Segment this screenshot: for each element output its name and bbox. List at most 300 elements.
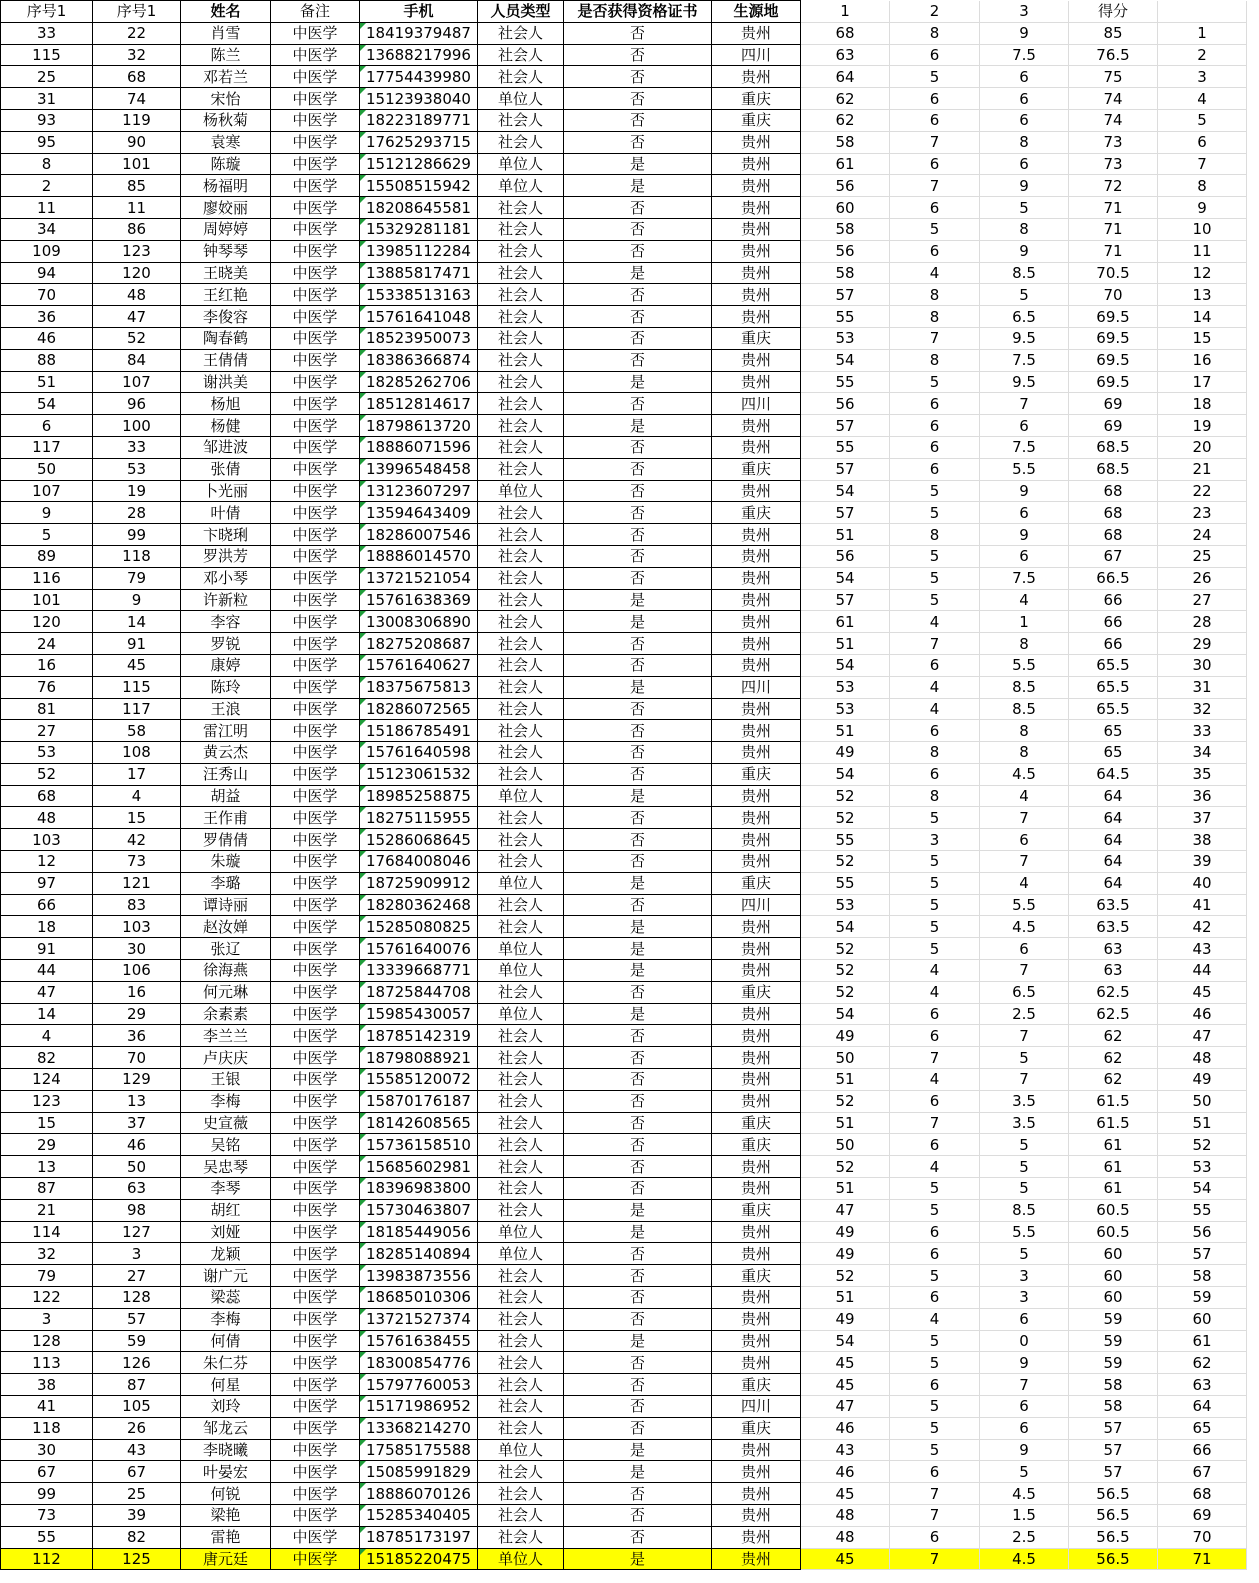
cell-rank[interactable]: 57	[1158, 1243, 1247, 1265]
cell-total-score[interactable]: 68	[1069, 502, 1158, 524]
cell-origin[interactable]: 贵州	[712, 1025, 801, 1047]
cell-score-1[interactable]: 47	[801, 1396, 890, 1418]
cell-seq1[interactable]: 115	[1, 44, 93, 66]
cell-origin[interactable]: 贵州	[712, 1548, 801, 1570]
cell-certificate[interactable]: 否	[564, 197, 712, 219]
cell-seq1[interactable]: 89	[1, 545, 93, 567]
cell-certificate[interactable]: 否	[564, 66, 712, 88]
cell-certificate[interactable]: 否	[564, 524, 712, 546]
cell-seq1[interactable]: 66	[1, 894, 93, 916]
cell-total-score[interactable]: 69.5	[1069, 349, 1158, 371]
cell-total-score[interactable]: 66	[1069, 633, 1158, 655]
cell-score-1[interactable]: 50	[801, 1134, 890, 1156]
cell-certificate[interactable]: 否	[564, 720, 712, 742]
cell-phone[interactable]: 18685010306	[360, 1287, 478, 1309]
cell-certificate[interactable]: 否	[564, 1178, 712, 1200]
cell-phone[interactable]: 15761640598	[360, 742, 478, 764]
cell-score-3[interactable]: 4.5	[980, 916, 1069, 938]
cell-total-score[interactable]: 56.5	[1069, 1483, 1158, 1505]
cell-rank[interactable]: 10	[1158, 218, 1247, 240]
cell-certificate[interactable]: 否	[564, 829, 712, 851]
cell-total-score[interactable]: 65.5	[1069, 654, 1158, 676]
cell-rank[interactable]: 64	[1158, 1396, 1247, 1418]
cell-score-1[interactable]: 51	[801, 633, 890, 655]
cell-rank[interactable]: 5	[1158, 109, 1247, 131]
cell-phone[interactable]: 18286072565	[360, 698, 478, 720]
cell-score-3[interactable]: 2.5	[980, 1526, 1069, 1548]
cell-rank[interactable]: 71	[1158, 1548, 1247, 1570]
cell-seq1[interactable]: 97	[1, 872, 93, 894]
cell-seq1[interactable]: 79	[1, 1265, 93, 1287]
cell-seq1[interactable]: 21	[1, 1199, 93, 1221]
cell-certificate[interactable]: 是	[564, 262, 712, 284]
cell-remark[interactable]: 中医学	[271, 1483, 360, 1505]
cell-score-1[interactable]: 45	[801, 1548, 890, 1570]
cell-seq1[interactable]: 120	[1, 611, 93, 633]
cell-score-2[interactable]: 4	[890, 611, 980, 633]
cell-total-score[interactable]: 71	[1069, 218, 1158, 240]
cell-score-3[interactable]: 8	[980, 633, 1069, 655]
cell-person-type[interactable]: 社会人	[478, 327, 564, 349]
cell-remark[interactable]: 中医学	[271, 567, 360, 589]
cell-name[interactable]: 王作甫	[181, 807, 271, 829]
cell-seq1-b[interactable]: 58	[93, 720, 181, 742]
cell-name[interactable]: 胡红	[181, 1199, 271, 1221]
cell-seq1[interactable]: 15	[1, 1112, 93, 1134]
cell-seq1[interactable]: 94	[1, 262, 93, 284]
cell-total-score[interactable]: 69	[1069, 393, 1158, 415]
cell-seq1[interactable]: 99	[1, 1483, 93, 1505]
cell-score-1[interactable]: 45	[801, 1483, 890, 1505]
cell-rank[interactable]: 2	[1158, 44, 1247, 66]
cell-score-3[interactable]: 6.5	[980, 306, 1069, 328]
cell-score-3[interactable]: 6	[980, 938, 1069, 960]
cell-seq1-b[interactable]: 15	[93, 807, 181, 829]
cell-remark[interactable]: 中医学	[271, 1025, 360, 1047]
cell-total-score[interactable]: 68.5	[1069, 436, 1158, 458]
cell-certificate[interactable]: 否	[564, 1243, 712, 1265]
cell-remark[interactable]: 中医学	[271, 611, 360, 633]
cell-rank[interactable]: 12	[1158, 262, 1247, 284]
cell-phone[interactable]: 13368214270	[360, 1417, 478, 1439]
cell-remark[interactable]: 中医学	[271, 742, 360, 764]
cell-total-score[interactable]: 59	[1069, 1352, 1158, 1374]
cell-total-score[interactable]: 65.5	[1069, 698, 1158, 720]
cell-seq1[interactable]: 114	[1, 1221, 93, 1243]
cell-origin[interactable]: 重庆	[712, 109, 801, 131]
cell-rank[interactable]: 22	[1158, 480, 1247, 502]
cell-seq1[interactable]: 5	[1, 524, 93, 546]
cell-rank[interactable]: 66	[1158, 1439, 1247, 1461]
cell-score-3[interactable]: 9	[980, 240, 1069, 262]
cell-total-score[interactable]: 63.5	[1069, 894, 1158, 916]
cell-score-1[interactable]: 52	[801, 938, 890, 960]
cell-rank[interactable]: 27	[1158, 589, 1247, 611]
cell-score-3[interactable]: 1	[980, 611, 1069, 633]
cell-score-1[interactable]: 51	[801, 1069, 890, 1091]
cell-score-1[interactable]: 54	[801, 916, 890, 938]
col-header-phone[interactable]: 手机	[360, 1, 478, 23]
cell-rank[interactable]: 6	[1158, 131, 1247, 153]
cell-person-type[interactable]: 社会人	[478, 197, 564, 219]
cell-score-3[interactable]: 8.5	[980, 676, 1069, 698]
cell-name[interactable]: 唐元廷	[181, 1548, 271, 1570]
cell-seq1[interactable]: 95	[1, 131, 93, 153]
cell-phone[interactable]: 15761640627	[360, 654, 478, 676]
cell-remark[interactable]: 中医学	[271, 436, 360, 458]
cell-seq1-b[interactable]: 17	[93, 763, 181, 785]
cell-certificate[interactable]: 否	[564, 502, 712, 524]
cell-certificate[interactable]: 否	[564, 1156, 712, 1178]
cell-seq1[interactable]: 13	[1, 1156, 93, 1178]
cell-score-2[interactable]: 6	[890, 458, 980, 480]
cell-name[interactable]: 廖姣丽	[181, 197, 271, 219]
cell-person-type[interactable]: 社会人	[478, 763, 564, 785]
cell-seq1-b[interactable]: 53	[93, 458, 181, 480]
cell-remark[interactable]: 中医学	[271, 720, 360, 742]
cell-score-2[interactable]: 5	[890, 66, 980, 88]
cell-score-1[interactable]: 51	[801, 720, 890, 742]
cell-person-type[interactable]: 社会人	[478, 1025, 564, 1047]
cell-seq1-b[interactable]: 86	[93, 218, 181, 240]
cell-name[interactable]: 周婷婷	[181, 218, 271, 240]
cell-score-3[interactable]: 4	[980, 872, 1069, 894]
cell-score-3[interactable]: 4.5	[980, 763, 1069, 785]
col-header-score[interactable]: 得分	[1069, 1, 1158, 23]
cell-score-1[interactable]: 60	[801, 197, 890, 219]
cell-score-2[interactable]: 6	[890, 1287, 980, 1309]
cell-name[interactable]: 李梅	[181, 1090, 271, 1112]
cell-score-2[interactable]: 5	[890, 1439, 980, 1461]
cell-score-2[interactable]: 8	[890, 284, 980, 306]
cell-certificate[interactable]: 否	[564, 1265, 712, 1287]
cell-total-score[interactable]: 56.5	[1069, 1526, 1158, 1548]
cell-name[interactable]: 罗倩倩	[181, 829, 271, 851]
cell-score-3[interactable]: 6	[980, 415, 1069, 437]
cell-person-type[interactable]: 社会人	[478, 1504, 564, 1526]
cell-seq1[interactable]: 36	[1, 306, 93, 328]
cell-seq1-b[interactable]: 74	[93, 88, 181, 110]
cell-certificate[interactable]: 否	[564, 1025, 712, 1047]
cell-rank[interactable]: 11	[1158, 240, 1247, 262]
cell-certificate[interactable]: 是	[564, 175, 712, 197]
cell-phone[interactable]: 18286007546	[360, 524, 478, 546]
cell-origin[interactable]: 贵州	[712, 545, 801, 567]
cell-score-1[interactable]: 61	[801, 153, 890, 175]
cell-name[interactable]: 梁蕊	[181, 1287, 271, 1309]
cell-score-3[interactable]: 7	[980, 807, 1069, 829]
cell-remark[interactable]: 中医学	[271, 894, 360, 916]
cell-seq1[interactable]: 44	[1, 960, 93, 982]
cell-score-2[interactable]: 6	[890, 1003, 980, 1025]
cell-phone[interactable]: 15508515942	[360, 175, 478, 197]
cell-rank[interactable]: 36	[1158, 785, 1247, 807]
cell-seq1[interactable]: 87	[1, 1178, 93, 1200]
cell-certificate[interactable]: 否	[564, 109, 712, 131]
cell-score-2[interactable]: 4	[890, 960, 980, 982]
cell-seq1-b[interactable]: 36	[93, 1025, 181, 1047]
cell-score-3[interactable]: 5.5	[980, 654, 1069, 676]
cell-score-2[interactable]: 5	[890, 502, 980, 524]
cell-origin[interactable]: 贵州	[712, 916, 801, 938]
cell-score-3[interactable]: 9	[980, 1439, 1069, 1461]
cell-score-3[interactable]: 5	[980, 284, 1069, 306]
cell-certificate[interactable]: 是	[564, 785, 712, 807]
cell-total-score[interactable]: 59	[1069, 1308, 1158, 1330]
cell-name[interactable]: 袁寒	[181, 131, 271, 153]
cell-origin[interactable]: 贵州	[712, 1352, 801, 1374]
cell-score-2[interactable]: 6	[890, 1090, 980, 1112]
cell-score-3[interactable]: 9.5	[980, 371, 1069, 393]
cell-score-3[interactable]: 6	[980, 545, 1069, 567]
cell-certificate[interactable]: 是	[564, 1221, 712, 1243]
cell-score-1[interactable]: 52	[801, 960, 890, 982]
cell-certificate[interactable]: 否	[564, 349, 712, 371]
cell-remark[interactable]: 中医学	[271, 1156, 360, 1178]
cell-rank[interactable]: 40	[1158, 872, 1247, 894]
cell-origin[interactable]: 贵州	[712, 938, 801, 960]
cell-score-2[interactable]: 5	[890, 807, 980, 829]
cell-person-type[interactable]: 社会人	[478, 306, 564, 328]
cell-score-2[interactable]: 6	[890, 654, 980, 676]
cell-person-type[interactable]: 单位人	[478, 88, 564, 110]
cell-certificate[interactable]: 否	[564, 306, 712, 328]
cell-total-score[interactable]: 71	[1069, 197, 1158, 219]
cell-score-3[interactable]: 1.5	[980, 1504, 1069, 1526]
cell-phone[interactable]: 17684008046	[360, 851, 478, 873]
cell-rank[interactable]: 42	[1158, 916, 1247, 938]
cell-total-score[interactable]: 69	[1069, 415, 1158, 437]
cell-name[interactable]: 卞晓琍	[181, 524, 271, 546]
cell-score-1[interactable]: 51	[801, 1287, 890, 1309]
cell-remark[interactable]: 中医学	[271, 1439, 360, 1461]
cell-rank[interactable]: 21	[1158, 458, 1247, 480]
cell-name[interactable]: 张辽	[181, 938, 271, 960]
cell-person-type[interactable]: 社会人	[478, 218, 564, 240]
cell-rank[interactable]: 61	[1158, 1330, 1247, 1352]
cell-remark[interactable]: 中医学	[271, 502, 360, 524]
cell-rank[interactable]: 47	[1158, 1025, 1247, 1047]
cell-certificate[interactable]: 是	[564, 1003, 712, 1025]
cell-rank[interactable]: 59	[1158, 1287, 1247, 1309]
cell-score-3[interactable]: 6.5	[980, 981, 1069, 1003]
cell-total-score[interactable]: 61	[1069, 1156, 1158, 1178]
cell-score-2[interactable]: 5	[890, 916, 980, 938]
cell-score-2[interactable]: 6	[890, 1461, 980, 1483]
cell-total-score[interactable]: 64	[1069, 872, 1158, 894]
cell-phone[interactable]: 18886070126	[360, 1483, 478, 1505]
cell-origin[interactable]: 贵州	[712, 829, 801, 851]
cell-name[interactable]: 陈玲	[181, 676, 271, 698]
cell-total-score[interactable]: 69.5	[1069, 327, 1158, 349]
cell-seq1[interactable]: 109	[1, 240, 93, 262]
cell-phone[interactable]: 18386366874	[360, 349, 478, 371]
cell-rank[interactable]: 3	[1158, 66, 1247, 88]
cell-seq1-b[interactable]: 106	[93, 960, 181, 982]
cell-score-1[interactable]: 52	[801, 1156, 890, 1178]
cell-phone[interactable]: 18285262706	[360, 371, 478, 393]
cell-person-type[interactable]: 单位人	[478, 938, 564, 960]
cell-total-score[interactable]: 71	[1069, 240, 1158, 262]
cell-seq1-b[interactable]: 52	[93, 327, 181, 349]
cell-score-2[interactable]: 7	[890, 175, 980, 197]
cell-score-1[interactable]: 57	[801, 589, 890, 611]
cell-total-score[interactable]: 68	[1069, 480, 1158, 502]
cell-name[interactable]: 王红艳	[181, 284, 271, 306]
cell-score-2[interactable]: 8	[890, 22, 980, 44]
cell-name[interactable]: 李晓曦	[181, 1439, 271, 1461]
cell-score-3[interactable]: 3	[980, 1265, 1069, 1287]
cell-score-3[interactable]: 3.5	[980, 1090, 1069, 1112]
cell-origin[interactable]: 贵州	[712, 197, 801, 219]
cell-rank[interactable]: 14	[1158, 306, 1247, 328]
cell-phone[interactable]: 18725844708	[360, 981, 478, 1003]
cell-person-type[interactable]: 社会人	[478, 1330, 564, 1352]
cell-seq1-b[interactable]: 4	[93, 785, 181, 807]
cell-rank[interactable]: 70	[1158, 1526, 1247, 1548]
cell-origin[interactable]: 贵州	[712, 175, 801, 197]
cell-name[interactable]: 胡益	[181, 785, 271, 807]
cell-seq1[interactable]: 118	[1, 1417, 93, 1439]
cell-certificate[interactable]: 否	[564, 1483, 712, 1505]
cell-origin[interactable]: 重庆	[712, 1112, 801, 1134]
cell-score-1[interactable]: 57	[801, 458, 890, 480]
cell-person-type[interactable]: 社会人	[478, 1526, 564, 1548]
cell-remark[interactable]: 中医学	[271, 88, 360, 110]
cell-certificate[interactable]: 是	[564, 676, 712, 698]
cell-phone[interactable]: 13996548458	[360, 458, 478, 480]
cell-remark[interactable]: 中医学	[271, 589, 360, 611]
cell-certificate[interactable]: 否	[564, 327, 712, 349]
cell-person-type[interactable]: 社会人	[478, 66, 564, 88]
cell-person-type[interactable]: 社会人	[478, 545, 564, 567]
cell-phone[interactable]: 15761638369	[360, 589, 478, 611]
cell-origin[interactable]: 四川	[712, 44, 801, 66]
cell-certificate[interactable]: 是	[564, 1330, 712, 1352]
cell-seq1-b[interactable]: 14	[93, 611, 181, 633]
cell-name[interactable]: 叶倩	[181, 502, 271, 524]
cell-origin[interactable]: 贵州	[712, 436, 801, 458]
cell-total-score[interactable]: 58	[1069, 1374, 1158, 1396]
cell-score-1[interactable]: 54	[801, 654, 890, 676]
cell-seq1[interactable]: 11	[1, 197, 93, 219]
cell-rank[interactable]: 38	[1158, 829, 1247, 851]
cell-phone[interactable]: 17754439980	[360, 66, 478, 88]
cell-seq1-b[interactable]: 100	[93, 415, 181, 437]
cell-total-score[interactable]: 85	[1069, 22, 1158, 44]
cell-rank[interactable]: 56	[1158, 1221, 1247, 1243]
cell-phone[interactable]: 15585120072	[360, 1069, 478, 1091]
cell-score-1[interactable]: 56	[801, 240, 890, 262]
cell-rank[interactable]: 31	[1158, 676, 1247, 698]
cell-certificate[interactable]: 是	[564, 611, 712, 633]
cell-seq1[interactable]: 27	[1, 720, 93, 742]
cell-score-1[interactable]: 62	[801, 109, 890, 131]
cell-origin[interactable]: 重庆	[712, 872, 801, 894]
cell-total-score[interactable]: 57	[1069, 1461, 1158, 1483]
cell-origin[interactable]: 贵州	[712, 1504, 801, 1526]
cell-score-1[interactable]: 53	[801, 327, 890, 349]
cell-remark[interactable]: 中医学	[271, 1396, 360, 1418]
cell-score-3[interactable]: 7	[980, 851, 1069, 873]
cell-total-score[interactable]: 59	[1069, 1330, 1158, 1352]
col-header-3[interactable]: 3	[980, 1, 1069, 23]
cell-score-1[interactable]: 54	[801, 567, 890, 589]
cell-score-1[interactable]: 68	[801, 22, 890, 44]
cell-remark[interactable]: 中医学	[271, 327, 360, 349]
cell-score-2[interactable]: 5	[890, 567, 980, 589]
cell-name[interactable]: 钟琴琴	[181, 240, 271, 262]
cell-seq1-b[interactable]: 45	[93, 654, 181, 676]
cell-phone[interactable]: 18725909912	[360, 872, 478, 894]
cell-seq1-b[interactable]: 46	[93, 1134, 181, 1156]
cell-seq1-b[interactable]: 68	[93, 66, 181, 88]
cell-remark[interactable]: 中医学	[271, 1069, 360, 1091]
cell-total-score[interactable]: 58	[1069, 1396, 1158, 1418]
cell-phone[interactable]: 15730463807	[360, 1199, 478, 1221]
cell-name[interactable]: 赵汝婵	[181, 916, 271, 938]
cell-total-score[interactable]: 64	[1069, 851, 1158, 873]
cell-certificate[interactable]: 是	[564, 589, 712, 611]
cell-total-score[interactable]: 69.5	[1069, 306, 1158, 328]
cell-score-3[interactable]: 9	[980, 22, 1069, 44]
cell-score-1[interactable]: 53	[801, 676, 890, 698]
cell-score-2[interactable]: 5	[890, 480, 980, 502]
cell-score-3[interactable]: 8.5	[980, 262, 1069, 284]
cell-origin[interactable]: 贵州	[712, 524, 801, 546]
cell-name[interactable]: 卜光丽	[181, 480, 271, 502]
cell-score-2[interactable]: 6	[890, 1134, 980, 1156]
cell-score-2[interactable]: 5	[890, 938, 980, 960]
cell-certificate[interactable]: 否	[564, 88, 712, 110]
cell-remark[interactable]: 中医学	[271, 415, 360, 437]
cell-score-1[interactable]: 46	[801, 1417, 890, 1439]
cell-seq1-b[interactable]: 128	[93, 1287, 181, 1309]
cell-origin[interactable]: 贵州	[712, 567, 801, 589]
cell-seq1[interactable]: 51	[1, 371, 93, 393]
cell-total-score[interactable]: 67	[1069, 545, 1158, 567]
cell-rank[interactable]: 13	[1158, 284, 1247, 306]
cell-seq1-b[interactable]: 125	[93, 1548, 181, 1570]
cell-rank[interactable]: 39	[1158, 851, 1247, 873]
cell-phone[interactable]: 18985258875	[360, 785, 478, 807]
cell-person-type[interactable]: 社会人	[478, 698, 564, 720]
cell-score-1[interactable]: 54	[801, 763, 890, 785]
cell-score-1[interactable]: 62	[801, 88, 890, 110]
cell-seq1[interactable]: 88	[1, 349, 93, 371]
cell-origin[interactable]: 贵州	[712, 1221, 801, 1243]
cell-score-3[interactable]: 8	[980, 742, 1069, 764]
cell-seq1-b[interactable]: 98	[93, 1199, 181, 1221]
cell-seq1-b[interactable]: 105	[93, 1396, 181, 1418]
cell-score-1[interactable]: 57	[801, 415, 890, 437]
cell-seq1[interactable]: 12	[1, 851, 93, 873]
cell-name[interactable]: 罗洪芳	[181, 545, 271, 567]
cell-score-1[interactable]: 54	[801, 1330, 890, 1352]
cell-seq1[interactable]: 53	[1, 742, 93, 764]
cell-remark[interactable]: 中医学	[271, 1417, 360, 1439]
cell-total-score[interactable]: 56.5	[1069, 1548, 1158, 1570]
cell-score-3[interactable]: 5	[980, 197, 1069, 219]
cell-rank[interactable]: 44	[1158, 960, 1247, 982]
cell-certificate[interactable]: 否	[564, 1417, 712, 1439]
cell-remark[interactable]: 中医学	[271, 807, 360, 829]
cell-remark[interactable]: 中医学	[271, 349, 360, 371]
cell-name[interactable]: 杨秋菊	[181, 109, 271, 131]
cell-seq1[interactable]: 82	[1, 1047, 93, 1069]
cell-certificate[interactable]: 是	[564, 938, 712, 960]
cell-certificate[interactable]: 否	[564, 1287, 712, 1309]
